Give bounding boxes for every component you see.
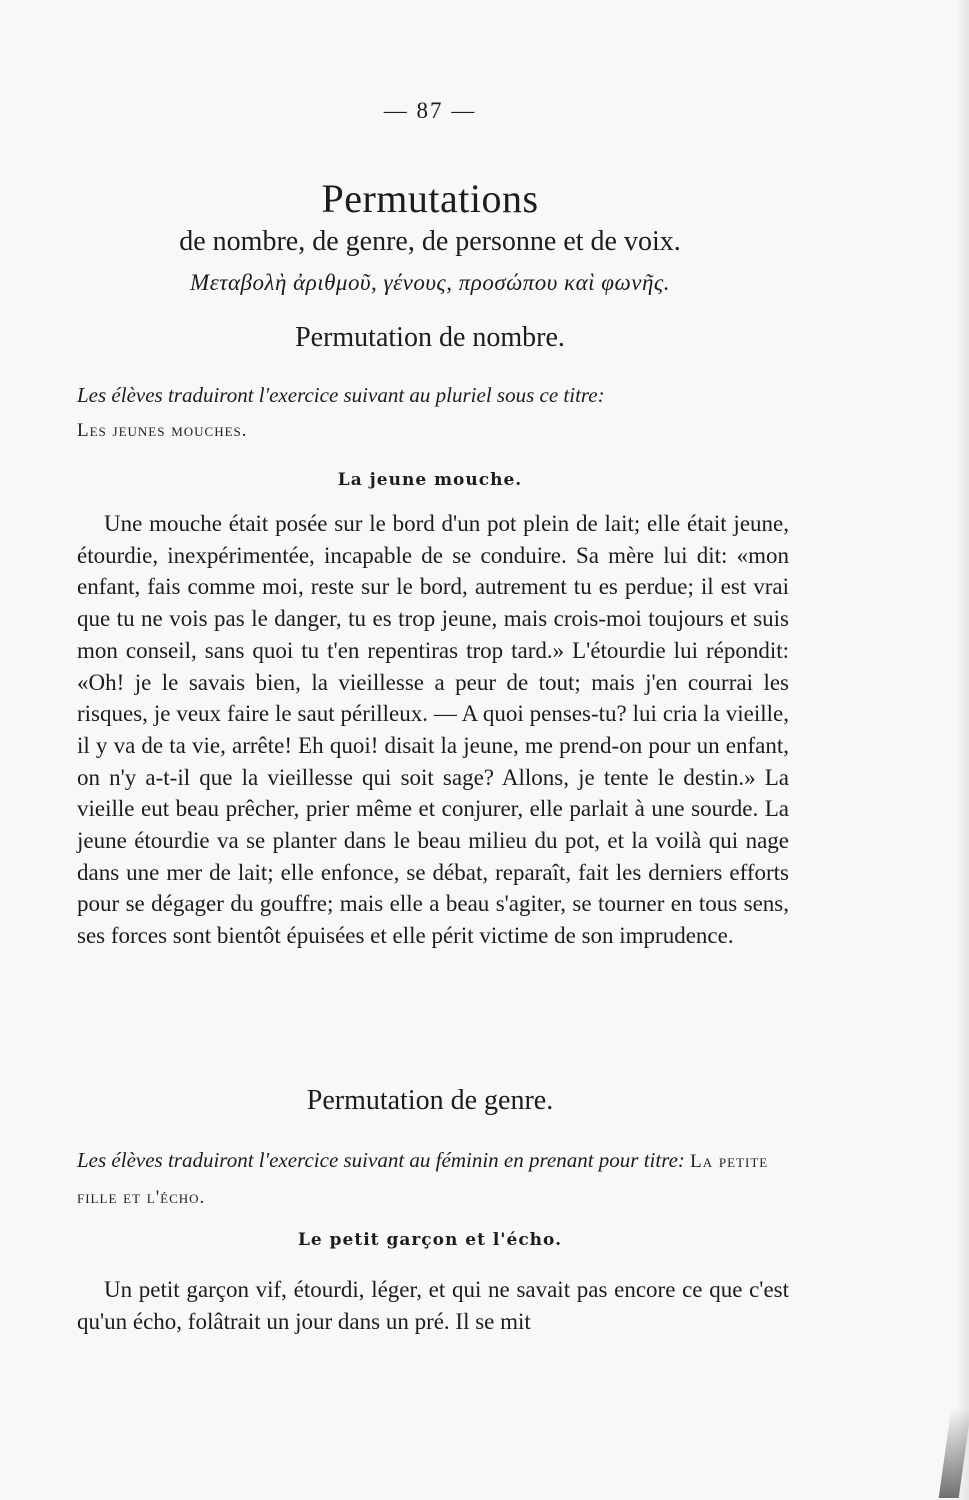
story-paragraph-echo: Un petit garçon vif, étourdi, léger, et qui ne savait pas encore ce que c'est qu'un écho, folâtrait un jour dans un pré. Il se mit: [77, 1277, 789, 1334]
instruction-text: Les élèves traduiront l'exercice suivant au pluriel sous ce titre:: [77, 383, 605, 407]
page-edge-shadow: [955, 0, 969, 1500]
greek-subtitle: Μεταβολὴ ἀριθμοῦ, γένους, προσώπου καὶ φωνῆς.: [190, 270, 670, 295]
instruction-text: Les élèves traduiront l'exercice suivant au féminin en prenant pour titre:: [77, 1148, 685, 1172]
page-title: Permutations: [321, 176, 539, 221]
exercise-instruction-number: [77, 378, 789, 448]
exercise-instruction-genre: [77, 1143, 789, 1215]
story-title-echo: Le petit garçon et l'écho.: [297, 1230, 563, 1250]
instruction-target-title: La petite fille et l'écho.: [77, 1151, 769, 1208]
story-paragraph-mouche: Une mouche était posée sur le bord d'un pot plein de lait; elle était jeune, étourdie, inexpérimentée, incapable de se conduire. Sa mère lui dit: «mon enfant, fais comme moi, reste sur le bord, autrement tu es perdue; il est vrai que tu ne vois pas le danger, tu es trop jeune, mais crois-moi toujours et suis mon conseil, sans quoi tu t'en repentiras trop tard.» L'étourdie lui répondit: «Oh! je le savais bien, la vieillesse a peur de tout; mais j'en courrai les risques, je veux faire le saut périlleux. — A quoi penses-tu? lui cria la vieille, il y va de ta vie, arrête! Eh quoi! disait la jeune, me prend-on pour un enfant, on n'y a-t-il que la vieillesse qui soit sage? Allons, je tente le destin.» La vieille eut beau prêcher, prier même et conjurer, elle parlait à une sourde. La jeune étourdie va se planter dans le beau milieu du pot, et la voilà qui nage dans une mer de lait; elle enfonce, se débat, reparaît, fait les derniers efforts pour se dégager du gouffre; mais elle a beau s'agiter, se tourner en tous sens, ses forces sont bientôt épuisées et elle périt victime de son imprudence.: [77, 511, 789, 949]
page-subtitle: de nombre, de genre, de personne et de voix.: [179, 226, 681, 257]
instruction-target-title: Les jeunes mouches.: [77, 420, 248, 441]
story-title-mouche: La jeune mouche.: [337, 470, 523, 490]
section-heading-genre: Permutation de genre.: [306, 1085, 554, 1116]
page-number: — 87 —: [383, 98, 477, 123]
section-heading-number: Permutation de nombre.: [295, 322, 565, 353]
